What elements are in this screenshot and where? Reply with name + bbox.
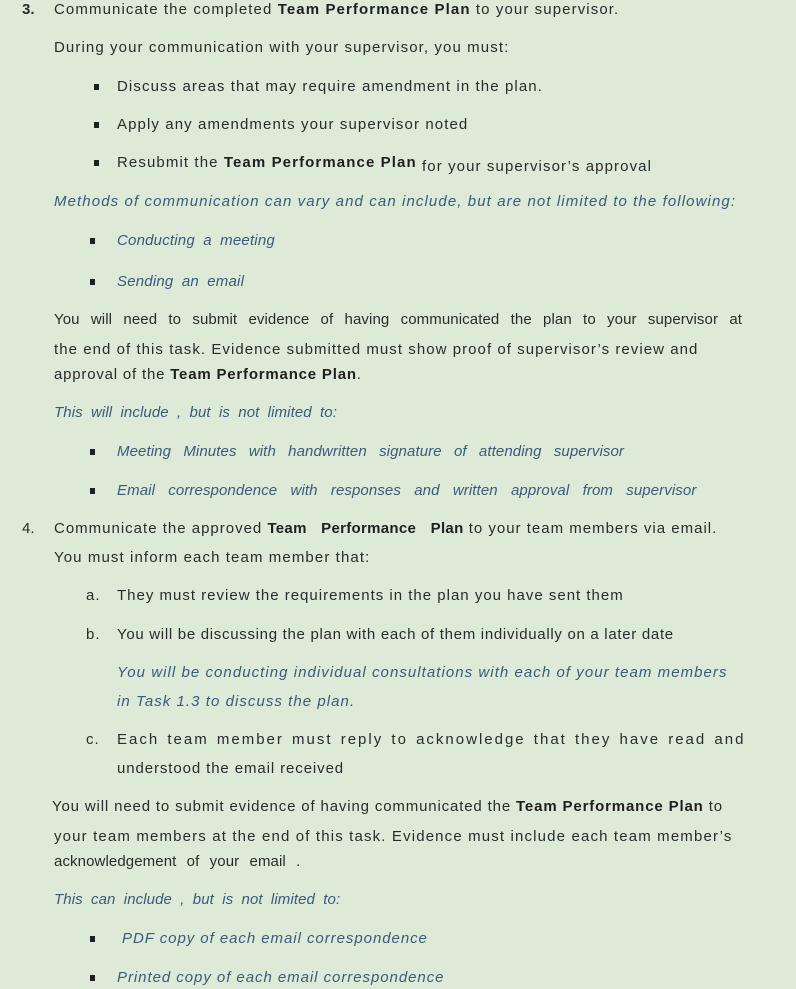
bullet-icon [90,936,95,942]
method-item: Conducting a meeting [117,232,275,249]
list-item: You will be discussing the plan with each of them individually on a later date [117,626,674,643]
include-item: Email correspondence with responses and written approval from supervisor [117,482,697,499]
include-note: This will include , but is not limited to: [54,404,337,421]
evidence-text: the end of this task. Evidence submitted must show proof of supervisor’s review and [54,341,699,358]
list-item: Resubmit the Team Performance Plan for your supervisor’s approval [117,154,653,175]
list-label: b. [86,626,101,643]
item3-heading: Communicate the completed Team Performance Plan to your supervisor. [54,1,620,18]
bullet-icon [94,160,99,166]
bullet-icon [94,84,99,90]
bullet-icon [90,238,95,244]
item-number: 3. [22,1,35,18]
include-note: This can include , but is not limited to: [54,891,341,908]
consultation-note: in Task 1.3 to discuss the plan. [117,693,356,710]
bullet-icon [90,975,95,981]
item3-intro: During your communication with your supervisor, you must: [54,39,510,56]
list-item: Apply any amendments your supervisor noted [117,116,469,133]
bullet-icon [90,279,95,285]
bullet-icon [94,122,99,128]
item4-heading-line2: You must inform each team member that: [54,549,371,566]
list-label: a. [86,587,101,604]
method-item: Sending an email [117,273,245,290]
consultation-note: You will be conducting individual consultations with each of your team members [117,664,728,681]
evidence-text: approval of the Team Performance Plan. [54,366,362,383]
item4-heading: Communicate the approved Team Performance Plan to your team members via email. [54,520,718,537]
methods-note: Methods of communication can vary and can include, but are not limited to the following: [54,193,737,210]
list-item: Each team member must reply to acknowledge that they have read and [117,731,746,748]
item-number: 4. [22,520,35,537]
list-item: Discuss areas that may require amendment in the plan. [117,78,543,95]
evidence-text: your team members at the end of this task. Evidence must include each team member’s [54,828,733,845]
list-item: They must review the requirements in the plan you have sent them [117,587,624,604]
list-label: c. [86,731,100,748]
include-item: Printed copy of each email correspondence [117,969,445,986]
evidence-text: You will need to submit evidence of having communicated the Team Performance Plan to [52,798,723,815]
evidence-text: You will need to submit evidence of having communicated the plan to your supervisor at [54,311,743,328]
bullet-icon [90,449,95,455]
bullet-icon [90,488,95,494]
evidence-text: acknowledgement of your email . [54,853,301,870]
list-item: understood the email received [117,760,345,777]
include-item: Meeting Minutes with handwritten signature of attending supervisor [117,443,625,460]
include-item: PDF copy of each email correspondence [122,930,428,947]
